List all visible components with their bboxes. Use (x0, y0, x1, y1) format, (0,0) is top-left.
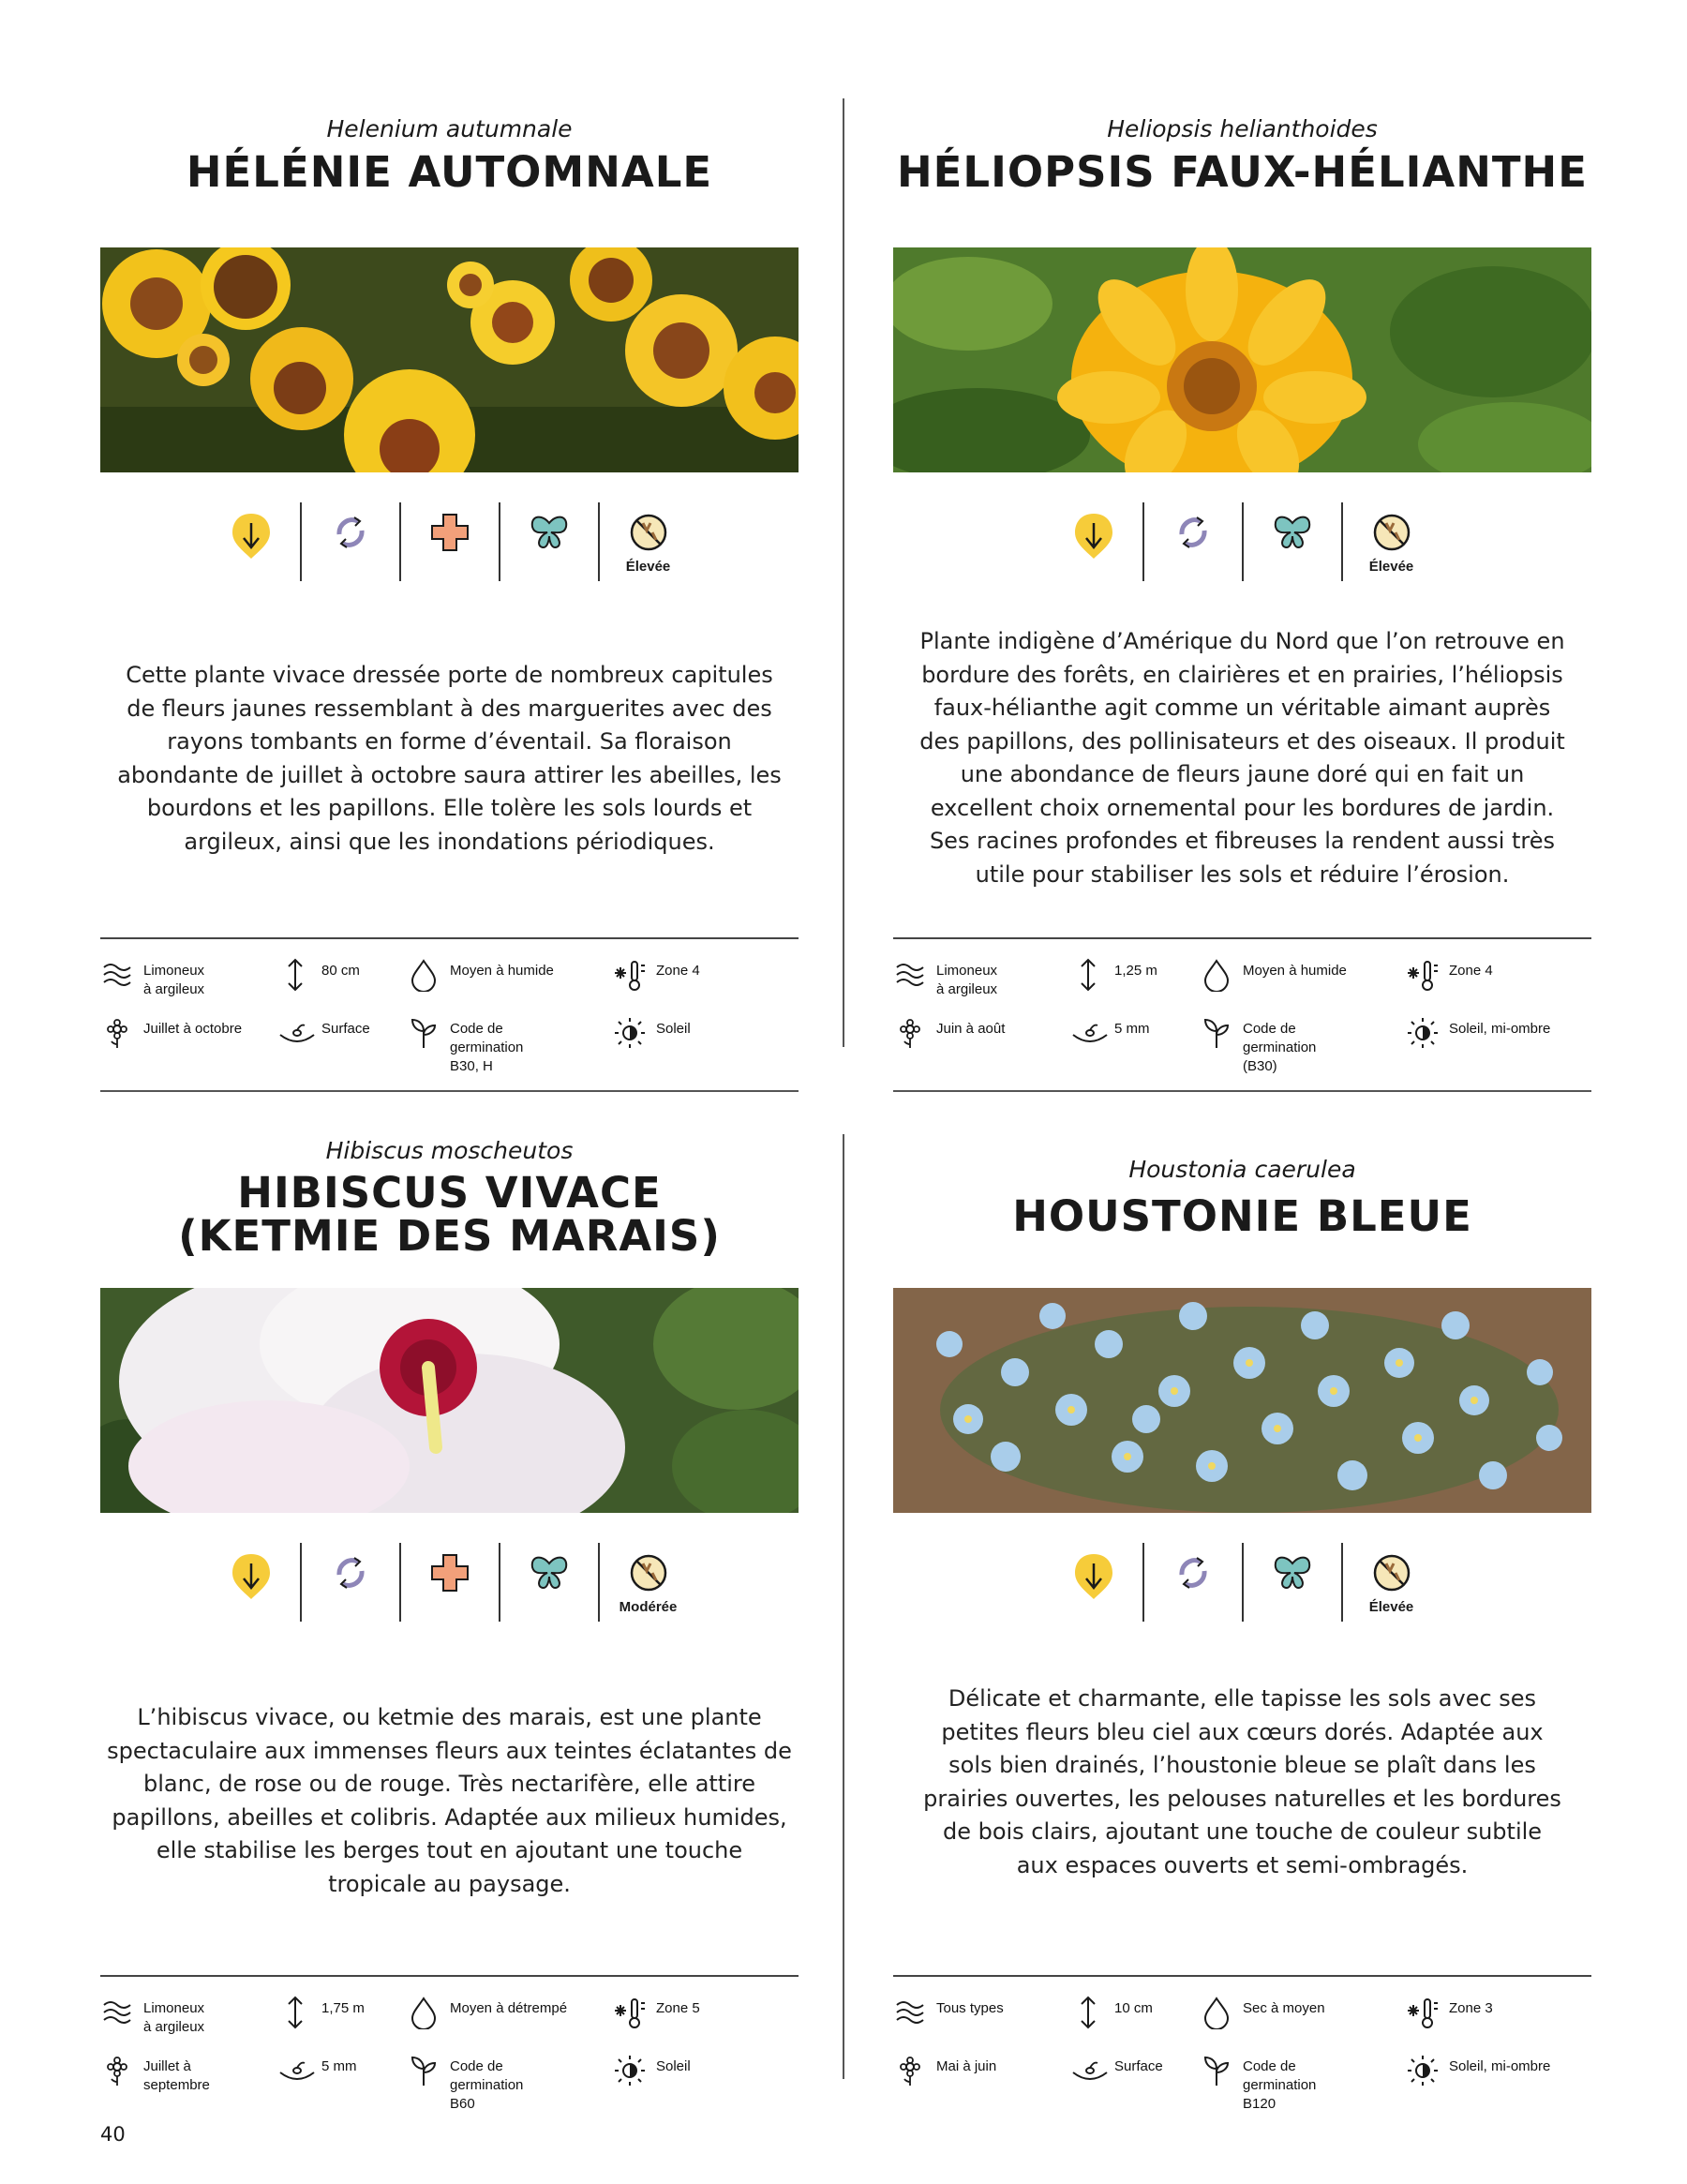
resistance-label: Élevée (1368, 559, 1414, 575)
spec-soil (893, 958, 1062, 999)
spec-height-text: 1,75 m (321, 2000, 365, 2016)
common-name: HÉLÉNIE AUTOMNALE (186, 147, 713, 197)
spec-zone-text: Zone 4 (1449, 963, 1493, 979)
spec-sun-text: Soleil, mi-ombre (1449, 1021, 1551, 1037)
spec-depth-text: Surface (1114, 2058, 1163, 2074)
scientific-name: Hibiscus moscheutos (325, 1137, 574, 1164)
indigenous-leaf-icon (1045, 502, 1142, 581)
attribute-icons (100, 1543, 799, 1622)
spec-zone (613, 1996, 782, 2037)
deer-resistance-icon (598, 502, 697, 581)
spec-soil (100, 1996, 269, 2037)
spec-bloom (100, 2054, 269, 2095)
column-divider-top (843, 98, 844, 1047)
cycle-icon (300, 502, 399, 581)
plant-description: Plante indigène d’Amérique du Nord que l’on retrouve en bordure des forêts, en clairières et en prairies, l’héliopsis faux-hélianthe agit comme un véritable aimant auprès des papillons, des pollinisateurs et des oiseaux. Il produit une abondance de fleurs jaune doré qui en fait un excellent choix ornemental pour les bordures de jardin. Ses racines profondes et fibreuses la rendent aussi très utile pour stabiliser les sols et réduire l’érosion. (919, 628, 1565, 888)
spec-zone (613, 958, 782, 999)
spec-sun (1406, 2054, 1575, 2095)
spec-sun (613, 1016, 782, 1057)
butterfly-icon (1242, 1543, 1341, 1622)
spec-moisture-text: Moyen à humide (450, 963, 554, 979)
spec-bloom-text: Mai à juin (936, 2058, 997, 2074)
common-name: HIBISCUS VIVACE (KETMIE DES MARAIS) (178, 1168, 721, 1261)
plant-photo (893, 1288, 1591, 1513)
spec-soil (100, 958, 269, 999)
spec-germination-text: Code de germination B60 (450, 2058, 524, 2112)
butterfly-icon (1242, 502, 1341, 581)
attribute-icons (893, 502, 1591, 581)
spec-sun-text: Soleil, mi-ombre (1449, 2058, 1551, 2074)
deer-resistance-icon (1341, 1543, 1441, 1622)
spec-germination (1200, 2054, 1368, 2112)
scientific-name: Houstonia caerulea (1128, 1156, 1356, 1183)
medicinal-cross-icon (399, 502, 499, 581)
spec-soil-text: Limoneux à argileux (143, 963, 205, 997)
plant-description: Cette plante vivace dressée porte de nombreux capitules de fleurs jaunes ressemblant à des marguerites avec des rayons tombants en forme d’éventail. Sa floraison abondante de juillet à octobre saura attirer les abeilles, les bourdons et les papillons. Elle tolère les sols lourds et argileux, ainsi que les inondations périodiques. (117, 662, 782, 855)
attribute-icons (893, 1543, 1591, 1622)
spec-zone-text: Zone 5 (656, 2000, 700, 2016)
spec-bloom (893, 2054, 1062, 2095)
spec-zone-text: Zone 3 (1449, 2000, 1493, 2016)
spec-sun-text: Soleil (656, 2058, 691, 2074)
butterfly-icon (499, 1543, 598, 1622)
spec-germination (1200, 1016, 1368, 1074)
spec-moisture-text: Moyen à détrempé (450, 2000, 568, 2016)
common-name: HÉLIOPSIS FAUX-HÉLIANTHE (897, 147, 1588, 197)
resistance-label: Élevée (1368, 1599, 1414, 1615)
spec-moisture-text: Sec à moyen (1243, 2000, 1325, 2016)
page-number: 40 (100, 2123, 126, 2146)
spec-table (100, 1975, 799, 2117)
indigenous-leaf-icon (202, 1543, 300, 1622)
spec-zone (1406, 1996, 1575, 2037)
spec-germination (407, 2054, 575, 2112)
spec-bloom-text: Juillet à septembre (143, 2058, 210, 2093)
spec-soil-text: Tous types (936, 2000, 1004, 2016)
scientific-name: Heliopsis helianthoides (1107, 115, 1378, 142)
common-name: HOUSTONIE BLEUE (1012, 1191, 1472, 1241)
spec-moisture (1200, 1996, 1368, 2037)
spec-depth-text: 5 mm (1114, 1021, 1150, 1037)
cycle-icon (300, 1543, 399, 1622)
butterfly-icon (499, 502, 598, 581)
spec-soil (893, 1996, 1062, 2037)
spec-table (893, 937, 1591, 1080)
deer-resistance-icon (1341, 502, 1441, 581)
spec-germination (407, 1016, 575, 1074)
spec-sun (613, 2054, 782, 2095)
plant-photo (100, 247, 799, 472)
spec-moisture (407, 1996, 575, 2037)
indigenous-leaf-icon (202, 502, 300, 581)
plant-description: L’hibiscus vivace, ou ketmie des marais, est une plante spectaculaire aux immenses fleurs aux teintes éclatantes de blanc, de rose ou de rouge. Très nectarifère, elle attire papillons, abeilles et colibris. Adaptée aux milieux humides, elle stabilise les berges tout en ajoutant une touche tropicale au paysage. (107, 1704, 792, 1897)
spec-depth-text: Surface (321, 1021, 370, 1037)
spec-sun-text: Soleil (656, 1021, 691, 1037)
spec-bloom (893, 1016, 1062, 1057)
spec-height-text: 80 cm (321, 963, 360, 979)
row-divider-left (100, 1090, 799, 1092)
resistance-label: Modérée (619, 1599, 678, 1615)
spec-zone (1406, 958, 1575, 999)
medicinal-cross-icon (399, 1543, 499, 1622)
plant-card-houstonia (893, 1153, 1591, 2112)
spec-sun (1406, 1016, 1575, 1057)
spec-depth-text: 5 mm (321, 2058, 357, 2074)
plant-photo (100, 1288, 799, 1513)
row-divider-right (893, 1090, 1591, 1092)
cycle-icon (1142, 502, 1242, 581)
plant-card-helenium (100, 112, 799, 1074)
spec-bloom (100, 1016, 269, 1057)
spec-bloom-text: Juin à août (936, 1021, 1006, 1037)
spec-germination-text: Code de germination (B30) (1243, 1021, 1317, 1074)
spec-moisture-text: Moyen à humide (1243, 963, 1347, 979)
spec-height-text: 10 cm (1114, 2000, 1153, 2016)
spec-moisture (1200, 958, 1368, 999)
column-divider-bottom (843, 1134, 844, 2079)
spec-soil-text: Limoneux à argileux (143, 2000, 205, 2035)
deer-resistance-icon (598, 1543, 697, 1622)
indigenous-leaf-icon (1045, 1543, 1142, 1622)
spec-germination-text: Code de germination B30, H (450, 1021, 524, 1074)
plant-photo (893, 247, 1591, 472)
spec-germination-text: Code de germination B120 (1243, 2058, 1317, 2112)
spec-moisture (407, 958, 575, 999)
plant-card-hibiscus (100, 1134, 799, 2112)
spec-soil-text: Limoneux à argileux (936, 963, 998, 997)
plant-description: Délicate et charmante, elle tapisse les sols avec ses petites fleurs bleu ciel aux cœurs dorés. Adaptée aux sols bien drainés, l’houstonie bleue se plaît dans les prairies ouvertes, les pelouses naturelles et les bordures de bois clairs, ajoutant une touche de couleur subtile aux espaces ouverts et semi-ombragés. (923, 1685, 1561, 1878)
spec-height-text: 1,25 m (1114, 963, 1157, 979)
resistance-label: Élevée (625, 559, 671, 575)
spec-table (100, 937, 799, 1080)
attribute-icons (100, 502, 799, 581)
cycle-icon (1142, 1543, 1242, 1622)
scientific-name: Helenium autumnale (326, 115, 573, 142)
spec-bloom-text: Juillet à octobre (143, 1021, 243, 1037)
spec-table (893, 1975, 1591, 2117)
spec-zone-text: Zone 4 (656, 963, 700, 979)
plant-card-heliopsis (893, 112, 1591, 1074)
